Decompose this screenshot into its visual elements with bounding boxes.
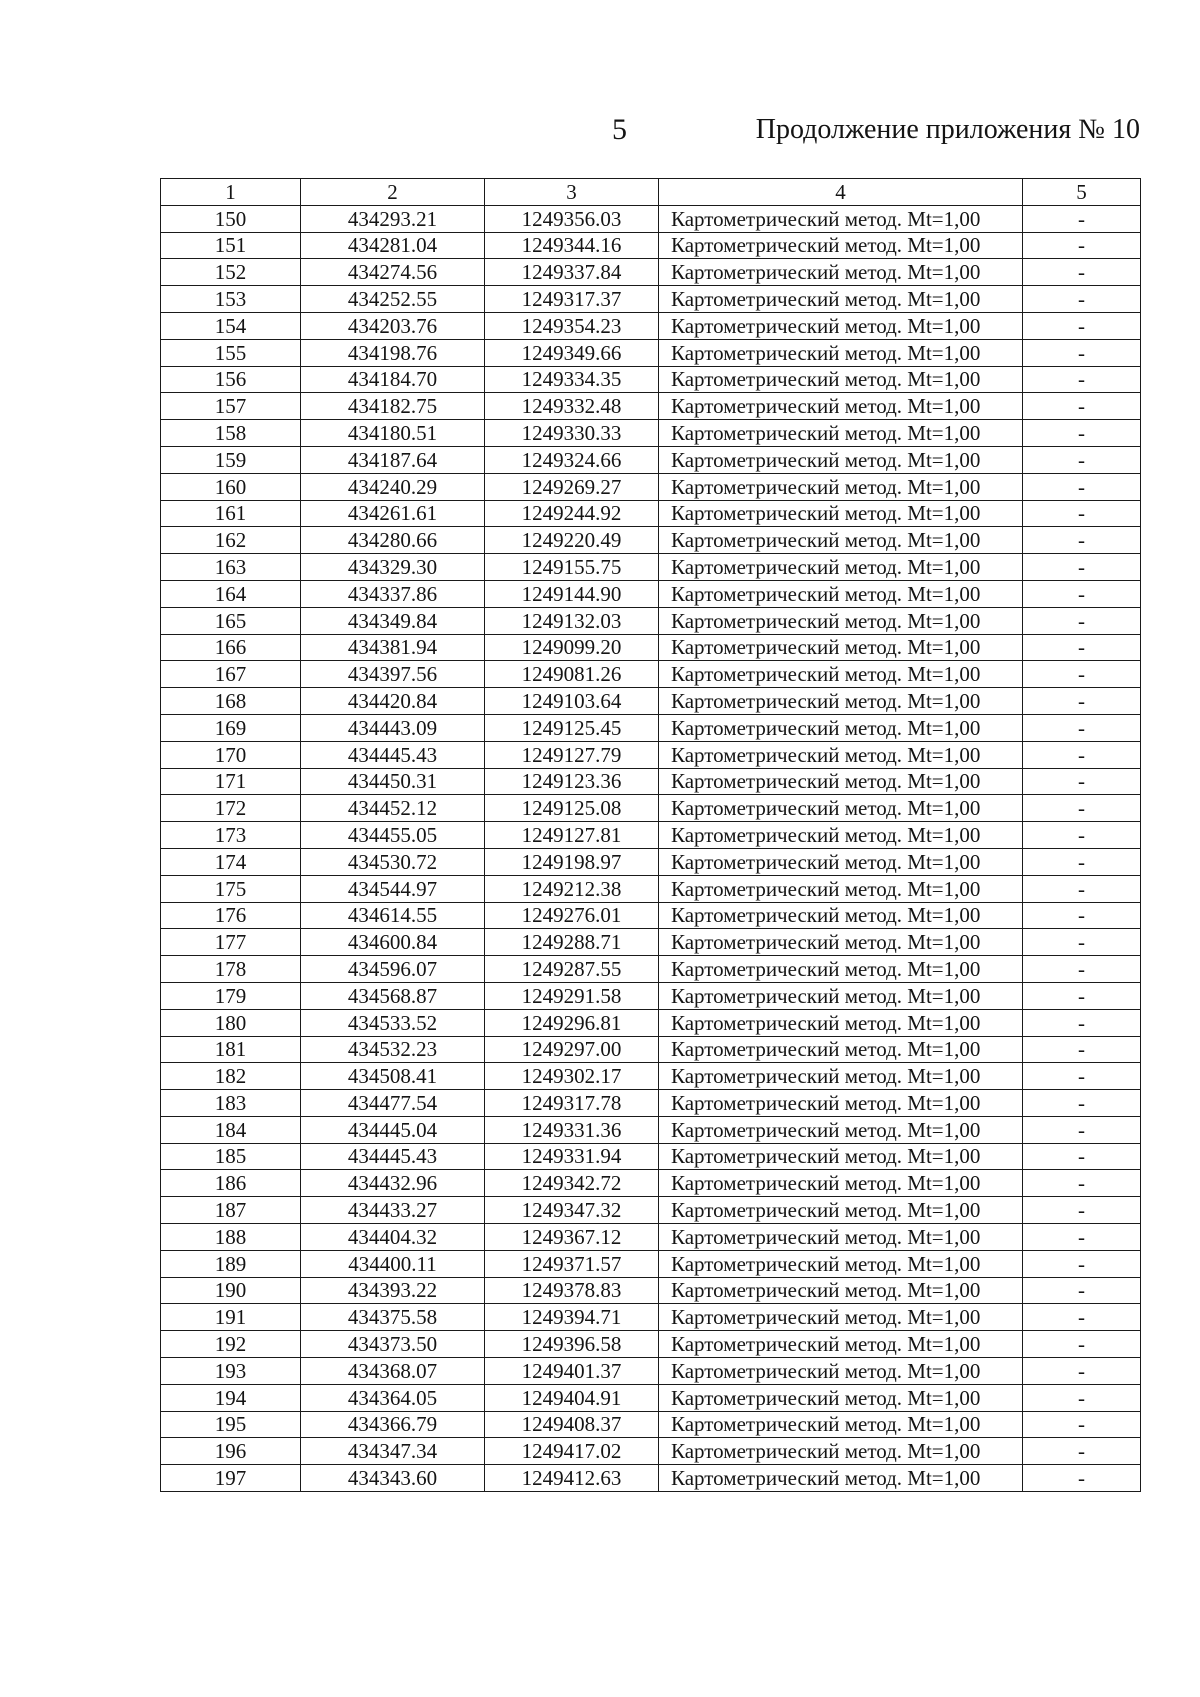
note-cell: -	[1023, 339, 1141, 366]
coord-y-cell: 1249331.36	[485, 1116, 659, 1143]
method-cell: Картометрический метод. Mt=1,00	[659, 393, 1023, 420]
note-cell: -	[1023, 259, 1141, 286]
table-row	[161, 580, 1141, 607]
coord-y-cell: 1249288.71	[485, 929, 659, 956]
coord-y-cell: 1249344.16	[485, 232, 659, 259]
coord-x-cell: 434508.41	[301, 1063, 485, 1090]
method-cell: Картометрический метод. Mt=1,00	[659, 875, 1023, 902]
method-cell: Картометрический метод. Mt=1,00	[659, 1063, 1023, 1090]
coord-y-cell: 1249404.91	[485, 1384, 659, 1411]
note-cell: -	[1023, 956, 1141, 983]
table-row	[161, 929, 1141, 956]
table-row	[161, 661, 1141, 688]
point-number-cell: 195	[161, 1411, 301, 1438]
note-cell: -	[1023, 1384, 1141, 1411]
coord-x-cell: 434450.31	[301, 768, 485, 795]
table-row	[161, 1090, 1141, 1117]
point-number-cell: 157	[161, 393, 301, 420]
method-cell: Картометрический метод. Mt=1,00	[659, 580, 1023, 607]
note-cell: -	[1023, 1143, 1141, 1170]
coord-x-cell: 434614.55	[301, 902, 485, 929]
point-number-cell: 175	[161, 875, 301, 902]
coord-y-cell: 1249132.03	[485, 607, 659, 634]
point-number-cell: 174	[161, 848, 301, 875]
method-cell: Картометрический метод. Mt=1,00	[659, 902, 1023, 929]
method-cell: Картометрический метод. Mt=1,00	[659, 714, 1023, 741]
table-row	[161, 312, 1141, 339]
table-row	[161, 688, 1141, 715]
table-header	[161, 179, 1141, 206]
note-cell: -	[1023, 580, 1141, 607]
coord-x-cell: 434349.84	[301, 607, 485, 634]
method-cell: Картометрический метод. Mt=1,00	[659, 929, 1023, 956]
note-cell: -	[1023, 1358, 1141, 1385]
table-row	[161, 1170, 1141, 1197]
note-cell: -	[1023, 1116, 1141, 1143]
page-title: Продолжение приложения № 10	[755, 114, 1140, 145]
coord-x-cell: 434432.96	[301, 1170, 485, 1197]
point-number-cell: 179	[161, 982, 301, 1009]
point-number-cell: 180	[161, 1009, 301, 1036]
note-cell: -	[1023, 1063, 1141, 1090]
coord-x-cell: 434568.87	[301, 982, 485, 1009]
table-row	[161, 875, 1141, 902]
point-number-cell: 177	[161, 929, 301, 956]
method-cell: Картометрический метод. Mt=1,00	[659, 473, 1023, 500]
coord-x-cell: 434445.04	[301, 1116, 485, 1143]
coord-y-cell: 1249220.49	[485, 527, 659, 554]
method-cell: Картометрический метод. Mt=1,00	[659, 259, 1023, 286]
table-row	[161, 259, 1141, 286]
coord-x-cell: 434400.11	[301, 1250, 485, 1277]
coord-x-cell: 434368.07	[301, 1358, 485, 1385]
table-row	[161, 366, 1141, 393]
method-cell: Картометрический метод. Mt=1,00	[659, 848, 1023, 875]
point-number-cell: 153	[161, 286, 301, 313]
coord-y-cell: 1249354.23	[485, 312, 659, 339]
point-number-cell: 184	[161, 1116, 301, 1143]
coord-x-cell: 434366.79	[301, 1411, 485, 1438]
coord-y-cell: 1249332.48	[485, 393, 659, 420]
method-cell: Картометрический метод. Mt=1,00	[659, 1116, 1023, 1143]
column-header-4: 4	[659, 179, 1023, 206]
column-header-1: 1	[161, 179, 301, 206]
table-row	[161, 822, 1141, 849]
point-number-cell: 160	[161, 473, 301, 500]
method-cell: Картометрический метод. Mt=1,00	[659, 205, 1023, 232]
coord-y-cell: 1249347.32	[485, 1197, 659, 1224]
method-cell: Картометрический метод. Mt=1,00	[659, 956, 1023, 983]
coord-x-cell: 434452.12	[301, 795, 485, 822]
note-cell: -	[1023, 1036, 1141, 1063]
coord-x-cell: 434477.54	[301, 1090, 485, 1117]
method-cell: Картометрический метод. Mt=1,00	[659, 339, 1023, 366]
coord-x-cell: 434274.56	[301, 259, 485, 286]
coord-x-cell: 434533.52	[301, 1009, 485, 1036]
table-row	[161, 634, 1141, 661]
method-cell: Картометрический метод. Mt=1,00	[659, 822, 1023, 849]
method-cell: Картометрический метод. Mt=1,00	[659, 1009, 1023, 1036]
point-number-cell: 169	[161, 714, 301, 741]
table-row	[161, 741, 1141, 768]
point-number-cell: 165	[161, 607, 301, 634]
coord-y-cell: 1249269.27	[485, 473, 659, 500]
method-cell: Картометрический метод. Mt=1,00	[659, 1384, 1023, 1411]
table-row	[161, 393, 1141, 420]
point-number-cell: 158	[161, 420, 301, 447]
method-cell: Картометрический метод. Mt=1,00	[659, 1170, 1023, 1197]
coord-y-cell: 1249317.78	[485, 1090, 659, 1117]
method-cell: Картометрический метод. Mt=1,00	[659, 1438, 1023, 1465]
coord-y-cell: 1249198.97	[485, 848, 659, 875]
coord-y-cell: 1249127.81	[485, 822, 659, 849]
table-row	[161, 1277, 1141, 1304]
coord-y-cell: 1249291.58	[485, 982, 659, 1009]
method-cell: Картометрический метод. Mt=1,00	[659, 500, 1023, 527]
method-cell: Картометрический метод. Mt=1,00	[659, 1250, 1023, 1277]
coord-y-cell: 1249127.79	[485, 741, 659, 768]
coord-x-cell: 434252.55	[301, 286, 485, 313]
table-row	[161, 795, 1141, 822]
coord-x-cell: 434544.97	[301, 875, 485, 902]
coord-x-cell: 434532.23	[301, 1036, 485, 1063]
method-cell: Картометрический метод. Mt=1,00	[659, 795, 1023, 822]
point-number-cell: 181	[161, 1036, 301, 1063]
note-cell: -	[1023, 232, 1141, 259]
method-cell: Картометрический метод. Mt=1,00	[659, 420, 1023, 447]
table-row	[161, 527, 1141, 554]
point-number-cell: 171	[161, 768, 301, 795]
coord-x-cell: 434329.30	[301, 554, 485, 581]
method-cell: Картометрический метод. Mt=1,00	[659, 768, 1023, 795]
coord-x-cell: 434347.34	[301, 1438, 485, 1465]
note-cell: -	[1023, 848, 1141, 875]
method-cell: Картометрический метод. Mt=1,00	[659, 1411, 1023, 1438]
point-number-cell: 172	[161, 795, 301, 822]
note-cell: -	[1023, 500, 1141, 527]
table-row	[161, 1304, 1141, 1331]
coord-y-cell: 1249371.57	[485, 1250, 659, 1277]
point-number-cell: 189	[161, 1250, 301, 1277]
table-row	[161, 1143, 1141, 1170]
table-row	[161, 607, 1141, 634]
coord-y-cell: 1249099.20	[485, 634, 659, 661]
table-row	[161, 982, 1141, 1009]
coord-x-cell: 434381.94	[301, 634, 485, 661]
coord-y-cell: 1249334.35	[485, 366, 659, 393]
table-row	[161, 1250, 1141, 1277]
coord-y-cell: 1249412.63	[485, 1465, 659, 1492]
method-cell: Картометрический метод. Mt=1,00	[659, 741, 1023, 768]
coord-x-cell: 434373.50	[301, 1331, 485, 1358]
table-row	[161, 1465, 1141, 1492]
table-row	[161, 768, 1141, 795]
coord-x-cell: 434261.61	[301, 500, 485, 527]
table-row	[161, 1224, 1141, 1251]
note-cell: -	[1023, 1009, 1141, 1036]
coord-y-cell: 1249417.02	[485, 1438, 659, 1465]
note-cell: -	[1023, 1331, 1141, 1358]
coord-y-cell: 1249125.08	[485, 795, 659, 822]
coord-y-cell: 1249287.55	[485, 956, 659, 983]
table-row	[161, 286, 1141, 313]
note-cell: -	[1023, 1411, 1141, 1438]
coord-x-cell: 434182.75	[301, 393, 485, 420]
coord-y-cell: 1249081.26	[485, 661, 659, 688]
coord-y-cell: 1249378.83	[485, 1277, 659, 1304]
coord-y-cell: 1249349.66	[485, 339, 659, 366]
point-number-cell: 178	[161, 956, 301, 983]
column-header-3: 3	[485, 179, 659, 206]
note-cell: -	[1023, 1438, 1141, 1465]
point-number-cell: 166	[161, 634, 301, 661]
table-row	[161, 956, 1141, 983]
point-number-cell: 167	[161, 661, 301, 688]
point-number-cell: 191	[161, 1304, 301, 1331]
coord-x-cell: 434433.27	[301, 1197, 485, 1224]
point-number-cell: 193	[161, 1358, 301, 1385]
method-cell: Картометрический метод. Mt=1,00	[659, 982, 1023, 1009]
table-row	[161, 1036, 1141, 1063]
point-number-cell: 159	[161, 446, 301, 473]
method-cell: Картометрический метод. Mt=1,00	[659, 312, 1023, 339]
coord-x-cell: 434600.84	[301, 929, 485, 956]
header-row	[161, 179, 1141, 206]
coord-y-cell: 1249324.66	[485, 446, 659, 473]
point-number-cell: 188	[161, 1224, 301, 1251]
note-cell: -	[1023, 661, 1141, 688]
point-number-cell: 164	[161, 580, 301, 607]
table-body	[161, 205, 1141, 1491]
coord-y-cell: 1249342.72	[485, 1170, 659, 1197]
point-number-cell: 186	[161, 1170, 301, 1197]
note-cell: -	[1023, 982, 1141, 1009]
method-cell: Картометрический метод. Mt=1,00	[659, 446, 1023, 473]
table-row	[161, 500, 1141, 527]
point-number-cell: 173	[161, 822, 301, 849]
coord-y-cell: 1249123.36	[485, 768, 659, 795]
point-number-cell: 194	[161, 1384, 301, 1411]
coord-x-cell: 434455.05	[301, 822, 485, 849]
note-cell: -	[1023, 1224, 1141, 1251]
note-cell: -	[1023, 1250, 1141, 1277]
column-header-2: 2	[301, 179, 485, 206]
method-cell: Картометрический метод. Mt=1,00	[659, 554, 1023, 581]
coord-y-cell: 1249144.90	[485, 580, 659, 607]
column-header-5: 5	[1023, 179, 1141, 206]
point-number-cell: 163	[161, 554, 301, 581]
table-row	[161, 205, 1141, 232]
coord-y-cell: 1249276.01	[485, 902, 659, 929]
coord-y-cell: 1249408.37	[485, 1411, 659, 1438]
method-cell: Картометрический метод. Mt=1,00	[659, 366, 1023, 393]
method-cell: Картометрический метод. Mt=1,00	[659, 1036, 1023, 1063]
coord-y-cell: 1249337.84	[485, 259, 659, 286]
point-number-cell: 161	[161, 500, 301, 527]
point-number-cell: 155	[161, 339, 301, 366]
table-row	[161, 1411, 1141, 1438]
method-cell: Картометрический метод. Mt=1,00	[659, 1224, 1023, 1251]
method-cell: Картометрический метод. Mt=1,00	[659, 1090, 1023, 1117]
note-cell: -	[1023, 795, 1141, 822]
note-cell: -	[1023, 1090, 1141, 1117]
note-cell: -	[1023, 688, 1141, 715]
coord-y-cell: 1249125.45	[485, 714, 659, 741]
note-cell: -	[1023, 607, 1141, 634]
coord-y-cell: 1249244.92	[485, 500, 659, 527]
coord-x-cell: 434203.76	[301, 312, 485, 339]
method-cell: Картометрический метод. Mt=1,00	[659, 1197, 1023, 1224]
method-cell: Картометрический метод. Mt=1,00	[659, 1277, 1023, 1304]
coord-y-cell: 1249331.94	[485, 1143, 659, 1170]
method-cell: Картометрический метод. Mt=1,00	[659, 688, 1023, 715]
note-cell: -	[1023, 205, 1141, 232]
note-cell: -	[1023, 366, 1141, 393]
table-row	[161, 1197, 1141, 1224]
note-cell: -	[1023, 527, 1141, 554]
method-cell: Картометрический метод. Mt=1,00	[659, 1331, 1023, 1358]
table-row	[161, 473, 1141, 500]
note-cell: -	[1023, 714, 1141, 741]
note-cell: -	[1023, 741, 1141, 768]
point-number-cell: 183	[161, 1090, 301, 1117]
point-number-cell: 197	[161, 1465, 301, 1492]
method-cell: Картометрический метод. Mt=1,00	[659, 1143, 1023, 1170]
note-cell: -	[1023, 393, 1141, 420]
coord-x-cell: 434393.22	[301, 1277, 485, 1304]
note-cell: -	[1023, 446, 1141, 473]
point-number-cell: 152	[161, 259, 301, 286]
coord-y-cell: 1249155.75	[485, 554, 659, 581]
coord-y-cell: 1249302.17	[485, 1063, 659, 1090]
note-cell: -	[1023, 822, 1141, 849]
point-number-cell: 150	[161, 205, 301, 232]
table-row	[161, 1063, 1141, 1090]
note-cell: -	[1023, 634, 1141, 661]
coord-x-cell: 434337.86	[301, 580, 485, 607]
coord-x-cell: 434180.51	[301, 420, 485, 447]
coord-x-cell: 434343.60	[301, 1465, 485, 1492]
table-row	[161, 1331, 1141, 1358]
note-cell: -	[1023, 312, 1141, 339]
point-number-cell: 170	[161, 741, 301, 768]
note-cell: -	[1023, 1304, 1141, 1331]
coord-y-cell: 1249317.37	[485, 286, 659, 313]
point-number-cell: 187	[161, 1197, 301, 1224]
table-row	[161, 446, 1141, 473]
note-cell: -	[1023, 554, 1141, 581]
coord-x-cell: 434198.76	[301, 339, 485, 366]
point-number-cell: 185	[161, 1143, 301, 1170]
coord-y-cell: 1249396.58	[485, 1331, 659, 1358]
point-number-cell: 168	[161, 688, 301, 715]
coord-y-cell: 1249367.12	[485, 1224, 659, 1251]
note-cell: -	[1023, 902, 1141, 929]
table-row	[161, 1358, 1141, 1385]
method-cell: Картометрический метод. Mt=1,00	[659, 1304, 1023, 1331]
coord-x-cell: 434443.09	[301, 714, 485, 741]
coord-x-cell: 434293.21	[301, 205, 485, 232]
note-cell: -	[1023, 1170, 1141, 1197]
note-cell: -	[1023, 929, 1141, 956]
table-row	[161, 420, 1141, 447]
method-cell: Картометрический метод. Mt=1,00	[659, 661, 1023, 688]
note-cell: -	[1023, 1465, 1141, 1492]
note-cell: -	[1023, 1277, 1141, 1304]
table-row	[161, 714, 1141, 741]
coord-x-cell: 434375.58	[301, 1304, 485, 1331]
point-number-cell: 151	[161, 232, 301, 259]
coord-y-cell: 1249356.03	[485, 205, 659, 232]
method-cell: Картометрический метод. Mt=1,00	[659, 607, 1023, 634]
note-cell: -	[1023, 420, 1141, 447]
coord-x-cell: 434530.72	[301, 848, 485, 875]
note-cell: -	[1023, 286, 1141, 313]
point-number-cell: 162	[161, 527, 301, 554]
coord-x-cell: 434420.84	[301, 688, 485, 715]
point-number-cell: 154	[161, 312, 301, 339]
coord-x-cell: 434364.05	[301, 1384, 485, 1411]
coord-y-cell: 1249401.37	[485, 1358, 659, 1385]
table-row	[161, 232, 1141, 259]
coord-x-cell: 434184.70	[301, 366, 485, 393]
coord-x-cell: 434404.32	[301, 1224, 485, 1251]
table-row	[161, 1384, 1141, 1411]
coord-y-cell: 1249212.38	[485, 875, 659, 902]
note-cell: -	[1023, 473, 1141, 500]
note-cell: -	[1023, 1197, 1141, 1224]
point-number-cell: 196	[161, 1438, 301, 1465]
table-row	[161, 554, 1141, 581]
method-cell: Картометрический метод. Mt=1,00	[659, 1358, 1023, 1385]
coord-y-cell: 1249297.00	[485, 1036, 659, 1063]
method-cell: Картометрический метод. Mt=1,00	[659, 232, 1023, 259]
coord-x-cell: 434280.66	[301, 527, 485, 554]
method-cell: Картометрический метод. Mt=1,00	[659, 527, 1023, 554]
point-number-cell: 192	[161, 1331, 301, 1358]
table-row	[161, 1009, 1141, 1036]
coord-x-cell: 434445.43	[301, 741, 485, 768]
table-row	[161, 848, 1141, 875]
point-number-cell: 182	[161, 1063, 301, 1090]
coord-x-cell: 434281.04	[301, 232, 485, 259]
coordinates-table	[160, 178, 1141, 1492]
point-number-cell: 176	[161, 902, 301, 929]
coord-x-cell: 434397.56	[301, 661, 485, 688]
table-row	[161, 1116, 1141, 1143]
coord-y-cell: 1249103.64	[485, 688, 659, 715]
coord-x-cell: 434596.07	[301, 956, 485, 983]
table-row	[161, 1438, 1141, 1465]
page-number: 5	[612, 113, 627, 146]
note-cell: -	[1023, 768, 1141, 795]
method-cell: Картометрический метод. Mt=1,00	[659, 1465, 1023, 1492]
note-cell: -	[1023, 875, 1141, 902]
coord-x-cell: 434240.29	[301, 473, 485, 500]
method-cell: Картометрический метод. Mt=1,00	[659, 286, 1023, 313]
point-number-cell: 190	[161, 1277, 301, 1304]
coord-y-cell: 1249394.71	[485, 1304, 659, 1331]
coord-y-cell: 1249330.33	[485, 420, 659, 447]
coord-x-cell: 434187.64	[301, 446, 485, 473]
method-cell: Картометрический метод. Mt=1,00	[659, 634, 1023, 661]
table-row	[161, 339, 1141, 366]
point-number-cell: 156	[161, 366, 301, 393]
coord-x-cell: 434445.43	[301, 1143, 485, 1170]
table-row	[161, 902, 1141, 929]
coord-y-cell: 1249296.81	[485, 1009, 659, 1036]
